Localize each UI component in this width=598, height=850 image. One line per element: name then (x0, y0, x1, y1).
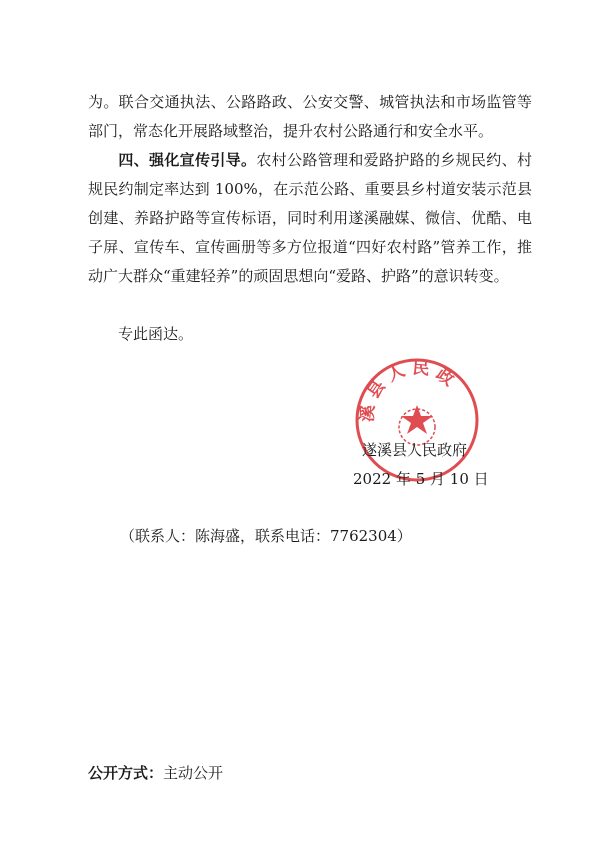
signature-organization: 遂溪县人民政府 (362, 441, 468, 459)
disclosure-label: 公开方式： (88, 764, 164, 782)
official-seal (352, 355, 482, 485)
disclosure-value: 主动公开 (163, 764, 224, 782)
section-four-paragraph (88, 146, 532, 291)
signature-date: 2022 年 5 月 10 日 (353, 470, 489, 488)
section-heading: 四、强化宣传引导。 (118, 151, 257, 169)
section-body: 农村公路管理和爱路护路的乡规民约、村规民约制定率达到 100%，在示范公路、重要县乡村道安装示范县创建、养路护路等宣传标语，同时利用遂溪融媒、微信、优酷、电子屏、宣传车、宣传画册等多方位报道“四好农村路”管养工作，推动广大群众“重建轻养”的顽固思想向“爱路、护路”的意识转变。 (88, 151, 532, 285)
closing-paragraph (88, 320, 532, 349)
seal-graphic (356, 358, 477, 480)
closing-text: 专此函达。 (118, 325, 194, 343)
paragraph-text: 为。联合交通执法、公路路政、公安交警、城管执法和市场监管等部门，常态化开展路域整治，提升农村公路通行和安全水平。 (88, 93, 532, 140)
paragraph-continued (88, 88, 532, 146)
svg-text:溪 县 人 民 政: 溪 县 人 民 政 (357, 358, 458, 423)
disclosure-line (88, 762, 223, 783)
contact-info: （联系人：陈海盛，联系电话：7762304） (120, 527, 412, 545)
